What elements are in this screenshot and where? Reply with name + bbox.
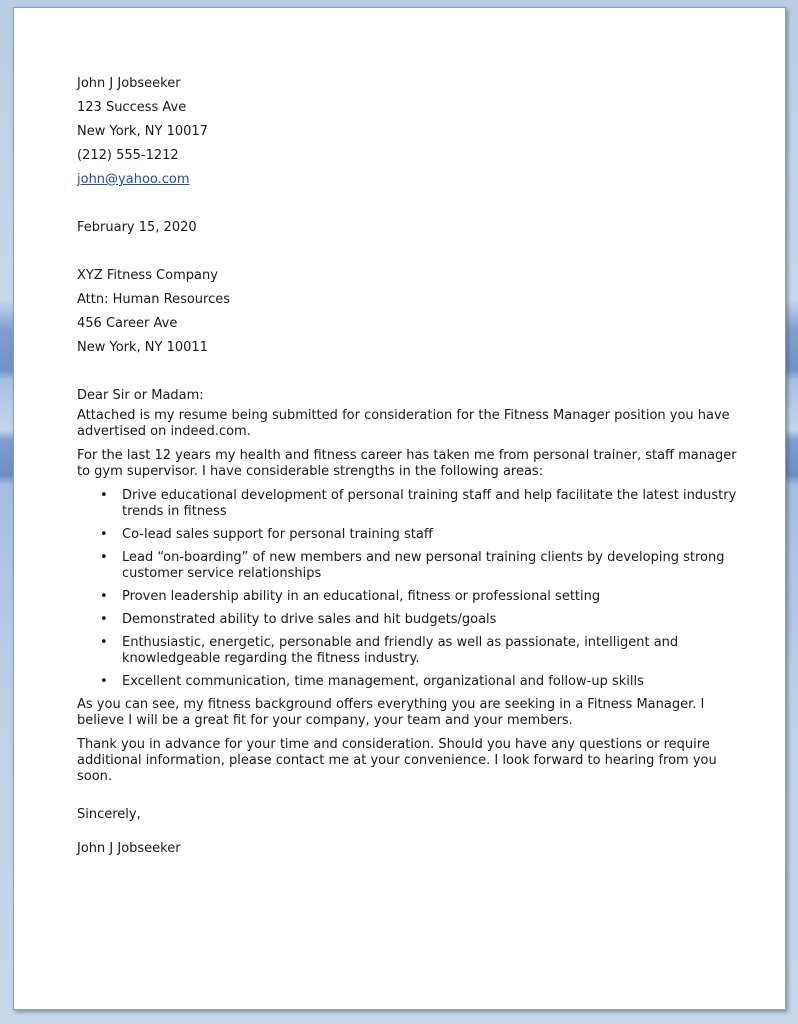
fit-paragraph: As you can see, my fitness background offers everything you are seeking in a Fitness Manager. I believe I will be a great fit for your company, your team and your members.: [77, 697, 705, 728]
recipient-city: New York, NY 10011: [77, 340, 208, 355]
bullet-icon: •: [100, 635, 108, 650]
letter-page: [13, 7, 786, 1010]
strengths-list: [77, 488, 737, 690]
bullet-icon: •: [100, 527, 108, 542]
intro-paragraph: Attached is my resume being submitted for consideration for the Fitness Manager position you have advertised on indeed.com.: [77, 408, 730, 439]
signature: John J Jobseeker: [77, 841, 181, 856]
experience-paragraph: For the last 12 years my health and fitness career has taken me from personal trainer, staff manager to gym supervisor. I have considerable strengths in the following areas:: [77, 448, 737, 479]
list-item: [77, 527, 737, 543]
recipient-company: XYZ Fitness Company: [77, 268, 218, 283]
sender-block: [77, 72, 737, 192]
list-item: [77, 589, 737, 605]
recipient-street: 456 Career Ave: [77, 316, 178, 331]
recipient-attn: Attn: Human Resources: [77, 292, 231, 307]
bullet-icon: •: [100, 589, 108, 604]
bullet-icon: •: [100, 550, 108, 565]
strength-text: Lead “on-boarding” of new members and new personal training clients by developing strong customer service relationships: [122, 550, 725, 581]
strength-text: Enthusiastic, energetic, personable and friendly as well as passionate, intelligent and knowledgeable regarding the fitness industry.: [122, 635, 679, 666]
strength-text: Demonstrated ability to drive sales and hit budgets/goals: [122, 612, 497, 627]
list-item: [77, 488, 737, 520]
bullet-icon: •: [100, 612, 108, 627]
list-item: [77, 550, 737, 582]
letter-date: February 15, 2020: [77, 220, 197, 235]
sender-city: New York, NY 10017: [77, 124, 208, 139]
closing-paragraph: Thank you in advance for your time and consideration. Should you have any questions or require additional information, please contact me at your convenience. I look forward to hearing from you soon.: [77, 737, 717, 784]
recipient-block: [77, 264, 737, 360]
sender-street: 123 Success Ave: [77, 100, 187, 115]
strength-text: Drive educational development of personal training staff and help facilitate the latest industry trends in fitness: [122, 488, 737, 519]
strength-text: Co-lead sales support for personal training staff: [122, 527, 433, 542]
signoff: Sincerely,: [77, 807, 141, 822]
strength-text: Excellent communication, time management, organizational and follow-up skills: [122, 674, 644, 689]
salutation: Dear Sir or Madam:: [77, 388, 204, 403]
sender-name: John J Jobseeker: [77, 76, 181, 91]
letter-content: [77, 72, 737, 861]
sender-email-link[interactable]: john@yahoo.com: [77, 172, 190, 187]
list-item: [77, 612, 737, 628]
sender-phone: (212) 555-1212: [77, 148, 179, 163]
bullet-icon: •: [100, 488, 108, 503]
list-item: [77, 674, 737, 690]
bullet-icon: •: [100, 674, 108, 689]
strength-text: Proven leadership ability in an educational, fitness or professional setting: [122, 589, 601, 604]
list-item: [77, 635, 737, 667]
